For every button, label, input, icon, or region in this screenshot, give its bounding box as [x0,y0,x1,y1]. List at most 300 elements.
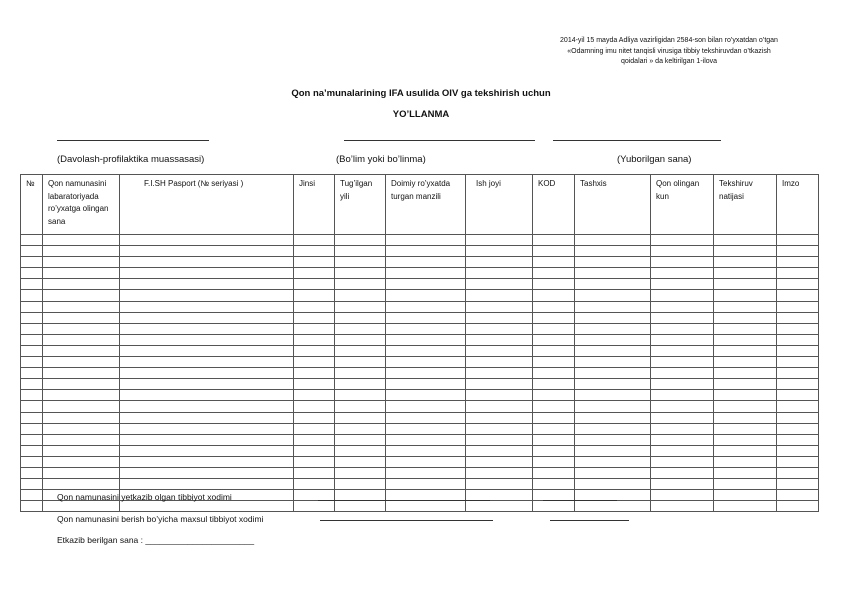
table-cell[interactable] [777,257,819,268]
table-cell[interactable] [533,456,575,467]
table-cell[interactable] [777,235,819,246]
table-cell[interactable] [533,357,575,368]
table-cell[interactable] [533,334,575,345]
responsible-signature-line[interactable] [550,520,629,521]
table-cell[interactable] [651,268,714,279]
table-cell[interactable] [533,479,575,490]
table-cell[interactable] [533,345,575,356]
table-cell[interactable] [120,467,294,478]
table-cell[interactable] [120,279,294,290]
table-cell[interactable] [777,423,819,434]
table-cell[interactable] [575,390,651,401]
table-cell[interactable] [533,290,575,301]
table-cell[interactable] [386,268,466,279]
table-cell[interactable] [294,479,335,490]
table-cell[interactable] [466,412,533,423]
table-cell[interactable] [651,445,714,456]
table-cell[interactable] [120,301,294,312]
table-cell[interactable] [335,467,386,478]
table-cell[interactable] [575,423,651,434]
table-cell[interactable] [335,423,386,434]
table-cell[interactable] [777,479,819,490]
table-cell[interactable] [21,501,43,512]
table-cell[interactable] [714,501,777,512]
table-cell[interactable] [294,301,335,312]
table-cell[interactable] [21,423,43,434]
table-cell[interactable] [777,368,819,379]
table-cell[interactable] [466,279,533,290]
table-cell[interactable] [777,323,819,334]
table-cell[interactable] [43,445,120,456]
table-cell[interactable] [575,368,651,379]
table-cell[interactable] [120,312,294,323]
table-cell[interactable] [43,479,120,490]
table-cell[interactable] [21,467,43,478]
table-cell[interactable] [21,390,43,401]
table-cell[interactable] [386,412,466,423]
table-cell[interactable] [335,456,386,467]
table-cell[interactable] [386,357,466,368]
table-cell[interactable] [294,279,335,290]
table-cell[interactable] [21,323,43,334]
table-cell[interactable] [651,279,714,290]
table-cell[interactable] [777,268,819,279]
table-cell[interactable] [294,467,335,478]
table-cell[interactable] [335,334,386,345]
table-cell[interactable] [294,257,335,268]
table-cell[interactable] [43,368,120,379]
table-cell[interactable] [777,490,819,501]
table-cell[interactable] [714,467,777,478]
table-cell[interactable] [43,434,120,445]
table-cell[interactable] [533,246,575,257]
table-cell[interactable] [777,312,819,323]
table-cell[interactable] [777,434,819,445]
table-cell[interactable] [294,379,335,390]
table-cell[interactable] [386,368,466,379]
table-cell[interactable] [714,390,777,401]
table-cell[interactable] [21,235,43,246]
table-cell[interactable] [466,434,533,445]
table-cell[interactable] [335,357,386,368]
table-cell[interactable] [466,401,533,412]
table-cell[interactable] [777,401,819,412]
table-cell[interactable] [43,235,120,246]
table-cell[interactable] [21,445,43,456]
table-cell[interactable] [714,345,777,356]
table-cell[interactable] [575,434,651,445]
table-cell[interactable] [575,345,651,356]
table-cell[interactable] [386,312,466,323]
table-cell[interactable] [575,412,651,423]
table-cell[interactable] [651,390,714,401]
table-cell[interactable] [777,501,819,512]
table-cell[interactable] [21,412,43,423]
table-cell[interactable] [533,368,575,379]
table-cell[interactable] [466,479,533,490]
table-cell[interactable] [294,268,335,279]
table-cell[interactable] [386,290,466,301]
table-cell[interactable] [651,334,714,345]
table-cell[interactable] [777,445,819,456]
table-cell[interactable] [43,501,120,512]
table-cell[interactable] [335,479,386,490]
table-cell[interactable] [777,301,819,312]
table-cell[interactable] [335,290,386,301]
table-cell[interactable] [21,334,43,345]
table-cell[interactable] [120,357,294,368]
table-cell[interactable] [651,290,714,301]
table-cell[interactable] [466,301,533,312]
table-cell[interactable] [575,467,651,478]
table-cell[interactable] [533,257,575,268]
table-cell[interactable] [294,334,335,345]
table-cell[interactable] [21,456,43,467]
table-cell[interactable] [386,479,466,490]
table-cell[interactable] [533,467,575,478]
table-cell[interactable] [533,412,575,423]
table-cell[interactable] [294,345,335,356]
table-cell[interactable] [714,323,777,334]
table-cell[interactable] [294,235,335,246]
table-cell[interactable] [43,312,120,323]
table-cell[interactable] [651,323,714,334]
table-cell[interactable] [43,345,120,356]
table-cell[interactable] [533,401,575,412]
table-cell[interactable] [714,357,777,368]
table-cell[interactable] [386,257,466,268]
table-cell[interactable] [294,390,335,401]
table-cell[interactable] [294,312,335,323]
table-cell[interactable] [714,312,777,323]
table-cell[interactable] [714,334,777,345]
table-cell[interactable] [386,345,466,356]
table-cell[interactable] [43,401,120,412]
table-cell[interactable] [466,456,533,467]
table-cell[interactable] [120,379,294,390]
table-cell[interactable] [533,312,575,323]
table-cell[interactable] [120,434,294,445]
table-cell[interactable] [43,423,120,434]
table-cell[interactable] [575,246,651,257]
table-cell[interactable] [777,334,819,345]
table-cell[interactable] [651,312,714,323]
table-cell[interactable] [21,357,43,368]
table-cell[interactable] [120,290,294,301]
table-cell[interactable] [386,456,466,467]
table-cell[interactable] [335,301,386,312]
table-cell[interactable] [714,290,777,301]
table-cell[interactable] [651,490,714,501]
table-cell[interactable] [294,290,335,301]
table-cell[interactable] [43,290,120,301]
table-cell[interactable] [533,445,575,456]
table-cell[interactable] [386,501,466,512]
table-cell[interactable] [466,257,533,268]
table-cell[interactable] [714,423,777,434]
table-cell[interactable] [386,246,466,257]
table-cell[interactable] [575,501,651,512]
table-cell[interactable] [386,445,466,456]
table-cell[interactable] [575,268,651,279]
table-cell[interactable] [533,423,575,434]
table-cell[interactable] [466,334,533,345]
table-cell[interactable] [714,257,777,268]
delivered-by-signature-line[interactable] [543,500,617,501]
table-cell[interactable] [777,290,819,301]
table-cell[interactable] [533,379,575,390]
table-cell[interactable] [21,246,43,257]
table-cell[interactable] [120,501,294,512]
table-cell[interactable] [714,368,777,379]
institution-blank-line[interactable] [57,140,209,141]
table-cell[interactable] [386,379,466,390]
date-blank-line[interactable] [553,140,721,141]
table-cell[interactable] [335,412,386,423]
table-cell[interactable] [335,246,386,257]
table-cell[interactable] [651,301,714,312]
table-cell[interactable] [335,268,386,279]
table-cell[interactable] [335,279,386,290]
table-cell[interactable] [714,268,777,279]
table-cell[interactable] [533,301,575,312]
table-cell[interactable] [120,445,294,456]
table-cell[interactable] [777,279,819,290]
table-cell[interactable] [651,345,714,356]
table-cell[interactable] [294,434,335,445]
table-cell[interactable] [120,456,294,467]
table-cell[interactable] [533,501,575,512]
table-cell[interactable] [21,290,43,301]
table-cell[interactable] [575,323,651,334]
department-blank-line[interactable] [344,140,535,141]
table-cell[interactable] [466,290,533,301]
table-cell[interactable] [21,257,43,268]
table-cell[interactable] [575,445,651,456]
table-cell[interactable] [386,434,466,445]
table-cell[interactable] [714,445,777,456]
table-cell[interactable] [43,246,120,257]
table-cell[interactable] [120,423,294,434]
table-cell[interactable] [335,390,386,401]
table-cell[interactable] [43,456,120,467]
table-cell[interactable] [575,279,651,290]
table-cell[interactable] [386,301,466,312]
table-cell[interactable] [120,257,294,268]
table-cell[interactable] [714,235,777,246]
table-cell[interactable] [575,312,651,323]
table-cell[interactable] [335,323,386,334]
table-cell[interactable] [651,412,714,423]
table-cell[interactable] [777,345,819,356]
table-cell[interactable] [120,246,294,257]
table-cell[interactable] [575,301,651,312]
table-cell[interactable] [714,246,777,257]
table-cell[interactable] [575,401,651,412]
table-cell[interactable] [466,423,533,434]
table-cell[interactable] [294,246,335,257]
table-cell[interactable] [651,357,714,368]
table-cell[interactable] [120,323,294,334]
table-cell[interactable] [466,445,533,456]
table-cell[interactable] [651,479,714,490]
table-cell[interactable] [21,434,43,445]
table-cell[interactable] [335,434,386,445]
table-cell[interactable] [466,467,533,478]
table-cell[interactable] [294,501,335,512]
table-cell[interactable] [43,323,120,334]
table-cell[interactable] [43,467,120,478]
table-cell[interactable] [21,379,43,390]
table-cell[interactable] [575,456,651,467]
table-cell[interactable] [777,467,819,478]
table-cell[interactable] [21,268,43,279]
table-cell[interactable] [651,235,714,246]
table-cell[interactable] [120,235,294,246]
table-cell[interactable] [466,368,533,379]
table-cell[interactable] [294,423,335,434]
table-cell[interactable] [714,401,777,412]
table-cell[interactable] [43,257,120,268]
table-cell[interactable] [651,246,714,257]
table-cell[interactable] [120,368,294,379]
table-cell[interactable] [651,257,714,268]
table-cell[interactable] [714,456,777,467]
table-cell[interactable] [386,390,466,401]
table-cell[interactable] [777,357,819,368]
table-cell[interactable] [466,379,533,390]
table-cell[interactable] [575,379,651,390]
table-cell[interactable] [714,301,777,312]
table-cell[interactable] [533,323,575,334]
table-cell[interactable] [777,412,819,423]
table-cell[interactable] [335,368,386,379]
table-cell[interactable] [21,490,43,501]
table-cell[interactable] [120,334,294,345]
table-cell[interactable] [120,345,294,356]
table-cell[interactable] [466,390,533,401]
responsible-name-line[interactable] [320,520,493,521]
table-cell[interactable] [43,379,120,390]
table-cell[interactable] [651,501,714,512]
table-cell[interactable] [335,501,386,512]
table-cell[interactable] [43,412,120,423]
table-cell[interactable] [43,268,120,279]
table-cell[interactable] [294,357,335,368]
table-cell[interactable] [21,401,43,412]
table-cell[interactable] [651,456,714,467]
table-cell[interactable] [120,412,294,423]
table-cell[interactable] [777,390,819,401]
table-cell[interactable] [294,401,335,412]
table-cell[interactable] [777,456,819,467]
table-cell[interactable] [651,368,714,379]
table-cell[interactable] [335,312,386,323]
table-cell[interactable] [335,345,386,356]
table-cell[interactable] [466,235,533,246]
table-cell[interactable] [575,479,651,490]
table-cell[interactable] [714,479,777,490]
table-cell[interactable] [386,235,466,246]
table-cell[interactable] [386,467,466,478]
table-cell[interactable] [714,434,777,445]
table-cell[interactable] [21,279,43,290]
table-cell[interactable] [386,334,466,345]
table-cell[interactable] [120,479,294,490]
table-cell[interactable] [575,257,651,268]
table-cell[interactable] [335,235,386,246]
table-cell[interactable] [533,390,575,401]
table-cell[interactable] [651,423,714,434]
table-cell[interactable] [466,345,533,356]
table-cell[interactable] [533,434,575,445]
table-cell[interactable] [466,268,533,279]
table-cell[interactable] [714,490,777,501]
table-cell[interactable] [21,345,43,356]
table-cell[interactable] [714,279,777,290]
table-cell[interactable] [575,334,651,345]
table-cell[interactable] [120,390,294,401]
table-cell[interactable] [533,268,575,279]
table-cell[interactable] [43,390,120,401]
table-cell[interactable] [21,312,43,323]
table-cell[interactable] [575,235,651,246]
table-cell[interactable] [335,257,386,268]
table-cell[interactable] [777,379,819,390]
table-cell[interactable] [386,323,466,334]
table-cell[interactable] [386,423,466,434]
table-cell[interactable] [43,334,120,345]
table-cell[interactable] [294,445,335,456]
table-cell[interactable] [651,379,714,390]
table-cell[interactable] [575,357,651,368]
table-cell[interactable] [575,290,651,301]
table-cell[interactable] [466,323,533,334]
table-cell[interactable] [43,301,120,312]
table-cell[interactable] [335,379,386,390]
table-cell[interactable] [43,357,120,368]
table-cell[interactable] [335,401,386,412]
table-cell[interactable] [714,379,777,390]
table-cell[interactable] [777,246,819,257]
table-cell[interactable] [21,368,43,379]
table-cell[interactable] [466,357,533,368]
table-cell[interactable] [651,401,714,412]
table-cell[interactable] [386,279,466,290]
table-cell[interactable] [533,279,575,290]
table-cell[interactable] [294,368,335,379]
delivered-by-name-line[interactable] [318,500,490,501]
table-cell[interactable] [120,401,294,412]
table-cell[interactable] [294,456,335,467]
table-cell[interactable] [651,434,714,445]
table-cell[interactable] [466,312,533,323]
table-cell[interactable] [294,323,335,334]
table-cell[interactable] [651,467,714,478]
table-cell[interactable] [466,246,533,257]
table-cell[interactable] [466,501,533,512]
table-cell[interactable] [21,301,43,312]
table-cell[interactable] [335,445,386,456]
table-cell[interactable] [533,235,575,246]
delivery-date-blank[interactable]: _______________________ [145,535,255,545]
table-cell[interactable] [21,479,43,490]
table-cell[interactable] [714,412,777,423]
table-cell[interactable] [294,412,335,423]
table-cell[interactable] [120,268,294,279]
table-cell[interactable] [43,279,120,290]
table-cell[interactable] [386,401,466,412]
